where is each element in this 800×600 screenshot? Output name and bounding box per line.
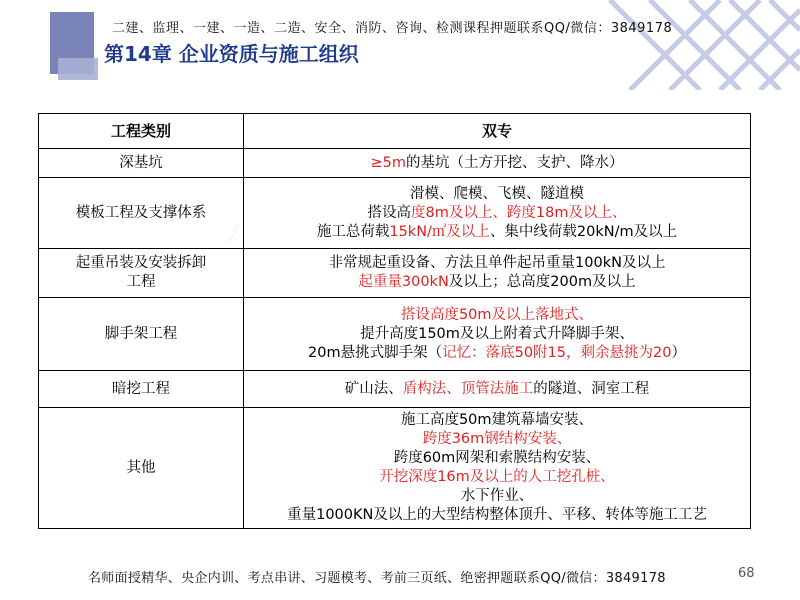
description-text: 跨度60m网架和索膜结构安装、 [393, 450, 601, 466]
highlight-text: 搭设高度50m及以上落地式、 [400, 306, 594, 323]
row-description [244, 298, 751, 371]
description-text: 非常规起重设备、方法且单件起吊重量100kN及以上 [328, 255, 666, 271]
description-text: 矿山法、 [344, 380, 403, 397]
description-line [248, 344, 746, 363]
highlight-text: ≥5m [370, 154, 406, 171]
row-description [244, 149, 751, 178]
table-row [39, 298, 751, 371]
description-text: 重量1000KN及以上的大型结构整体顶升、平移、转体等施工工艺 [287, 507, 707, 523]
description-line [248, 204, 746, 223]
row-category: 脚手架工程 [39, 298, 244, 371]
qualification-table [38, 113, 751, 529]
row-description [244, 249, 751, 298]
description-line [248, 430, 746, 449]
category-line: 工程 [126, 274, 156, 290]
description-line [248, 506, 746, 525]
description-text: 、集中线荷载20kN/m及以上 [489, 223, 678, 240]
bottom-banner: 名师面授精华、央企内训、考点串讲、习题模考、考前三页纸、绝密押题联系QQ/微信：3849178 [88, 571, 666, 586]
description-line [248, 306, 746, 325]
highlight-text: 度8m及以上、跨度18m及以上、 [411, 204, 627, 221]
watermark: ······ [222, 220, 246, 247]
row-description [244, 178, 751, 249]
description-line [248, 411, 746, 430]
highlight-text: 开挖深度16m及以上的人工挖孔桩、 [379, 469, 615, 485]
top-banner: 二建、监理、一建、一造、二造、安全、消防、咨询、检测课程押题联系QQ/微信：3849178 [112, 21, 673, 36]
category-line: 起重吊装及安装拆卸 [75, 255, 207, 271]
decorative-square-accent [58, 58, 98, 80]
qualification-table-container [38, 113, 750, 543]
description-text: ） [671, 344, 686, 361]
table-header-row [39, 114, 751, 149]
description-line [248, 223, 746, 242]
description-line [248, 254, 746, 273]
row-description [244, 371, 751, 408]
description-text: 提升高度150m及以上附着式升降脚手架、 [360, 325, 634, 342]
row-category: 其他 [39, 408, 244, 529]
description-text: 施工总荷载 [316, 223, 390, 240]
description-line [248, 449, 746, 468]
row-category: 模板工程及支撑体系 [39, 178, 244, 249]
table-row [39, 249, 751, 298]
description-text: 滑模、爬模、飞模、隧道模 [410, 185, 584, 202]
row-description [244, 408, 751, 529]
decorative-corner-pattern [570, 0, 800, 90]
description-line [248, 468, 746, 487]
description-line [248, 273, 746, 292]
highlight-text: 记忆：落底50附15，剩余悬挑为20 [442, 344, 672, 361]
highlight-text: 15kN/㎡及以上 [389, 223, 490, 240]
description-text: 施工高度50m建筑幕墙安装、 [400, 412, 594, 428]
table-row [39, 408, 751, 529]
description-text: 的基坑（土方开挖、支护、降水） [406, 154, 624, 171]
description-text: 及以上；总高度200m及以上 [448, 274, 636, 290]
chapter-title: 第14章 企业资质与施工组织 [104, 42, 359, 66]
row-category [39, 249, 244, 298]
highlight-text: 跨度36m钢结构安装、 [422, 431, 572, 447]
row-category: 暗挖工程 [39, 371, 244, 408]
table-body [39, 149, 751, 529]
header-category: 工程类别 [39, 114, 244, 149]
page-number: 68 [738, 566, 755, 581]
description-text: 20m悬挑式脚手架（ [308, 344, 443, 361]
description-line [248, 325, 746, 344]
description-text: 搭设高 [367, 204, 412, 221]
table-row [39, 178, 751, 249]
table-row [39, 149, 751, 178]
description-line [248, 487, 746, 506]
row-category: 深基坑 [39, 149, 244, 178]
header-double-expert: 双专 [244, 114, 751, 149]
description-text: 水下作业、 [460, 488, 534, 504]
description-text: 的隧道、洞室工程 [533, 380, 650, 397]
highlight-text: 起重量300kN [358, 274, 449, 290]
description-line [248, 154, 746, 173]
description-line [248, 185, 746, 204]
highlight-text: 盾构法、顶管法施工 [402, 380, 534, 397]
description-line [248, 380, 746, 399]
table-row [39, 371, 751, 408]
